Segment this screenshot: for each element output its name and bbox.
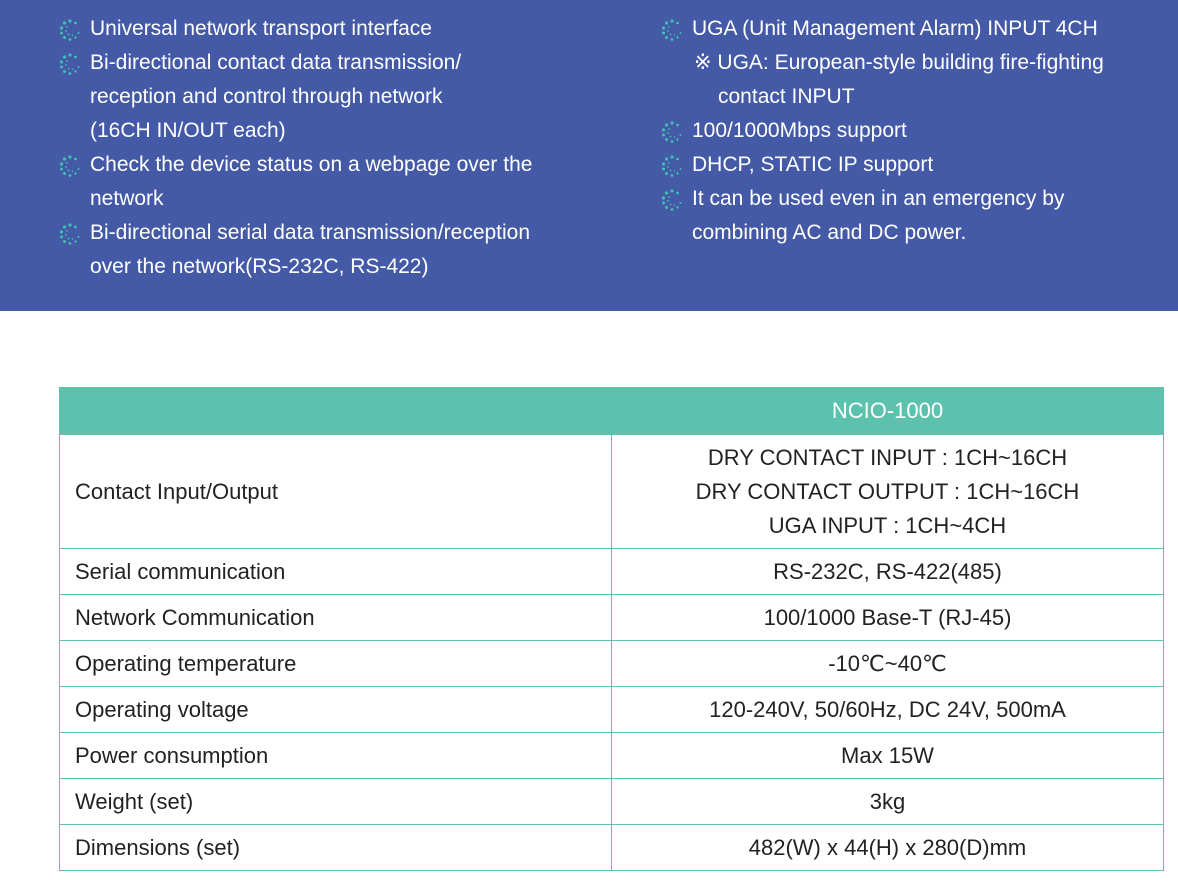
swirl-bullet-icon <box>660 188 684 212</box>
row-label: Dimensions (set) <box>60 825 612 871</box>
swirl-bullet-icon <box>660 18 684 42</box>
swirl-bullet-icon <box>58 52 82 76</box>
row-value: 3kg <box>612 779 1164 825</box>
table-row <box>60 641 1164 687</box>
note-text: contact INPUT <box>718 85 855 108</box>
swirl-bullet-icon <box>660 154 684 178</box>
header-model-cell: NCIO-1000 <box>612 388 1164 435</box>
swirl-bullet-icon <box>58 18 82 42</box>
row-label: Operating temperature <box>60 641 612 687</box>
row-value: 482(W) x 44(H) x 280(D)mm <box>612 825 1164 871</box>
features-banner <box>0 0 1178 311</box>
value-line: DRY CONTACT INPUT : 1CH~16CH <box>707 444 1068 470</box>
feature-text: DHCP, STATIC IP support <box>692 153 934 176</box>
row-label: Weight (set) <box>60 779 612 825</box>
feature-item <box>660 148 1170 182</box>
table-header-row <box>60 388 1164 435</box>
spec-table <box>59 387 1164 871</box>
uga-note <box>660 46 1170 114</box>
feature-text: Bi-directional serial data transmission/reception <box>90 221 531 244</box>
feature-item <box>660 12 1170 46</box>
feature-text: (16CH IN/OUT each) <box>90 119 286 142</box>
row-value: RS-232C, RS-422(485) <box>612 549 1164 595</box>
table-row <box>60 549 1164 595</box>
value-line: UGA INPUT : 1CH~4CH <box>768 512 1007 538</box>
table-row <box>60 435 1164 549</box>
feature-text: Universal network transport interface <box>90 17 432 40</box>
row-label: Operating voltage <box>60 687 612 733</box>
swirl-bullet-icon <box>58 154 82 178</box>
table-row <box>60 687 1164 733</box>
feature-text: UGA (Unit Management Alarm) INPUT 4CH <box>692 17 1098 40</box>
row-value: -10℃~40℃ <box>612 641 1164 687</box>
table-row <box>60 595 1164 641</box>
feature-text: Check the device status on a webpage over the <box>90 153 533 176</box>
features-right-column <box>660 12 1170 250</box>
row-label: Network Communication <box>60 595 612 641</box>
table-row <box>60 733 1164 779</box>
table-row <box>60 825 1164 871</box>
row-label: Power consumption <box>60 733 612 779</box>
header-label-cell <box>60 388 612 435</box>
feature-text: reception and control through network <box>90 85 443 108</box>
feature-item <box>660 114 1170 148</box>
swirl-bullet-icon <box>58 222 82 246</box>
feature-text: combining AC and DC power. <box>692 221 967 244</box>
row-label: Serial communication <box>60 549 612 595</box>
row-label: Contact Input/Output <box>60 435 612 549</box>
feature-item <box>58 46 618 148</box>
swirl-bullet-icon <box>660 120 684 144</box>
feature-item <box>58 12 618 46</box>
row-value: 100/1000 Base-T (RJ-45) <box>612 595 1164 641</box>
feature-text: network <box>90 187 164 210</box>
feature-text: Bi-directional contact data transmission/ <box>90 51 462 74</box>
feature-text: over the network(RS-232C, RS-422) <box>90 255 429 278</box>
row-value: 120-240V, 50/60Hz, DC 24V, 500mA <box>612 687 1164 733</box>
feature-item <box>58 148 618 216</box>
feature-item <box>58 216 618 284</box>
note-text: ※ UGA: European-style building fire-fighting <box>694 51 1104 74</box>
row-value <box>612 435 1164 549</box>
features-left-column <box>58 12 618 284</box>
feature-item <box>660 182 1170 250</box>
value-line: DRY CONTACT OUTPUT : 1CH~16CH <box>695 478 1080 504</box>
table-row <box>60 779 1164 825</box>
feature-text: 100/1000Mbps support <box>692 119 907 142</box>
feature-text: It can be used even in an emergency by <box>692 187 1065 210</box>
row-value: Max 15W <box>612 733 1164 779</box>
